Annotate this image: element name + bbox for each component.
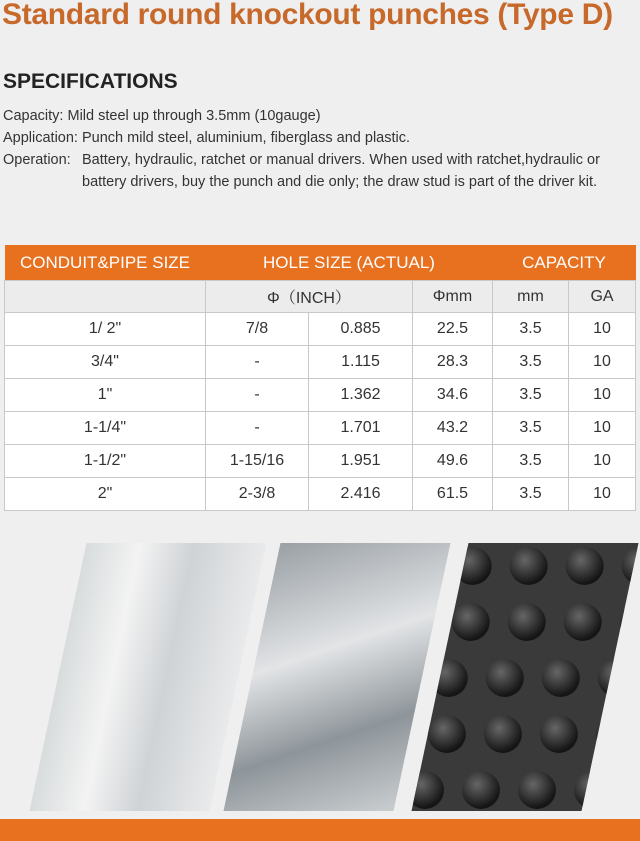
product-images	[0, 543, 640, 811]
table-cell: 3.5	[493, 379, 569, 412]
table-cell: 1/ 2"	[5, 313, 206, 346]
hole-shape	[518, 771, 556, 809]
operation-text-cont: battery drivers, buy the punch and die only; the draw stud is part of the driver kit.	[82, 174, 598, 190]
header-capacity: CAPACITY	[493, 245, 636, 281]
hole-shape	[484, 715, 522, 753]
table-row	[5, 379, 636, 412]
table-header-row	[5, 245, 636, 281]
hole-shape	[430, 659, 468, 697]
hole-shape	[564, 603, 602, 641]
subheader-ga: GA	[569, 281, 636, 313]
specifications-list	[3, 105, 600, 193]
table-cell: 1-1/2"	[5, 445, 206, 478]
table-cell: 1.951	[309, 445, 413, 478]
table-cell: 3/4"	[5, 346, 206, 379]
table-cell: 3.5	[493, 478, 569, 511]
hole-shape	[462, 771, 500, 809]
hole-shape	[566, 547, 604, 585]
table-cell: 10	[569, 379, 636, 412]
operation-label: Operation:	[3, 152, 71, 168]
hole-shape	[510, 547, 548, 585]
table-cell: 61.5	[413, 478, 493, 511]
table-cell: -	[206, 346, 309, 379]
table-cell: -	[206, 379, 309, 412]
table-cell: 28.3	[413, 346, 493, 379]
table-cell: 3.5	[493, 445, 569, 478]
table-cell: 10	[569, 313, 636, 346]
table-subheader-row	[5, 281, 636, 313]
hole-shape	[454, 547, 492, 585]
table-cell: 10	[569, 445, 636, 478]
table-cell: -	[206, 412, 309, 445]
table-cell: 3.5	[493, 412, 569, 445]
table-cell: 1"	[5, 379, 206, 412]
specifications-heading: SPECIFICATIONS	[3, 70, 178, 93]
table-cell: 3.5	[493, 346, 569, 379]
capacity-label: Capacity:	[3, 108, 64, 124]
operation-text: Battery, hydraulic, ratchet or manual drivers. When used with ratchet,hydraulic or	[82, 152, 600, 168]
table-cell: 1.115	[309, 346, 413, 379]
table-cell: 10	[569, 346, 636, 379]
subheader-inch: Φ（INCH）	[206, 281, 413, 313]
table-cell: 7/8	[206, 313, 309, 346]
hole-shape	[508, 603, 546, 641]
table-cell: 1.701	[309, 412, 413, 445]
table-cell: 1-1/4"	[5, 412, 206, 445]
table-row	[5, 478, 636, 511]
table-cell: 10	[569, 478, 636, 511]
table-cell: 49.6	[413, 445, 493, 478]
hole-shape	[620, 603, 639, 641]
table-cell: 43.2	[413, 412, 493, 445]
table-row	[5, 445, 636, 478]
table-cell: 10	[569, 412, 636, 445]
hole-shape	[486, 659, 524, 697]
footer-bar	[0, 819, 640, 841]
header-hole-size: HOLE SIZE (ACTUAL)	[206, 245, 493, 281]
image-punched-holes	[412, 543, 639, 811]
table-row	[5, 346, 636, 379]
application-text: Punch mild steel, aluminium, fiberglass and plastic.	[82, 130, 411, 146]
table-cell: 2-3/8	[206, 478, 309, 511]
table-row	[5, 412, 636, 445]
capacity-text: Mild steel up through 3.5mm (10gauge)	[67, 108, 321, 124]
subheader-mm-dia: Φmm	[413, 281, 493, 313]
table-cell: 34.6	[413, 379, 493, 412]
table-cell: 0.885	[309, 313, 413, 346]
table-row	[5, 313, 636, 346]
hole-shape	[452, 603, 490, 641]
table-cell: 1-15/16	[206, 445, 309, 478]
hole-shape	[622, 547, 639, 585]
hole-shape	[428, 715, 466, 753]
hole-shape	[540, 715, 578, 753]
page-title: Standard round knockout punches (Type D)	[2, 0, 613, 31]
table-cell: 2.416	[309, 478, 413, 511]
punch-size-table	[4, 245, 636, 511]
hole-shape	[574, 771, 612, 809]
hole-shape	[412, 771, 444, 809]
table-cell: 2"	[5, 478, 206, 511]
empty-cell	[5, 281, 206, 313]
table-cell: 22.5	[413, 313, 493, 346]
table-cell: 1.362	[309, 379, 413, 412]
hole-shape	[596, 715, 634, 753]
header-conduit: CONDUIT&PIPE SIZE	[5, 245, 206, 281]
hole-shape	[542, 659, 580, 697]
application-label: Application:	[3, 130, 78, 146]
subheader-mm: mm	[493, 281, 569, 313]
hole-shape	[598, 659, 636, 697]
table-cell: 3.5	[493, 313, 569, 346]
